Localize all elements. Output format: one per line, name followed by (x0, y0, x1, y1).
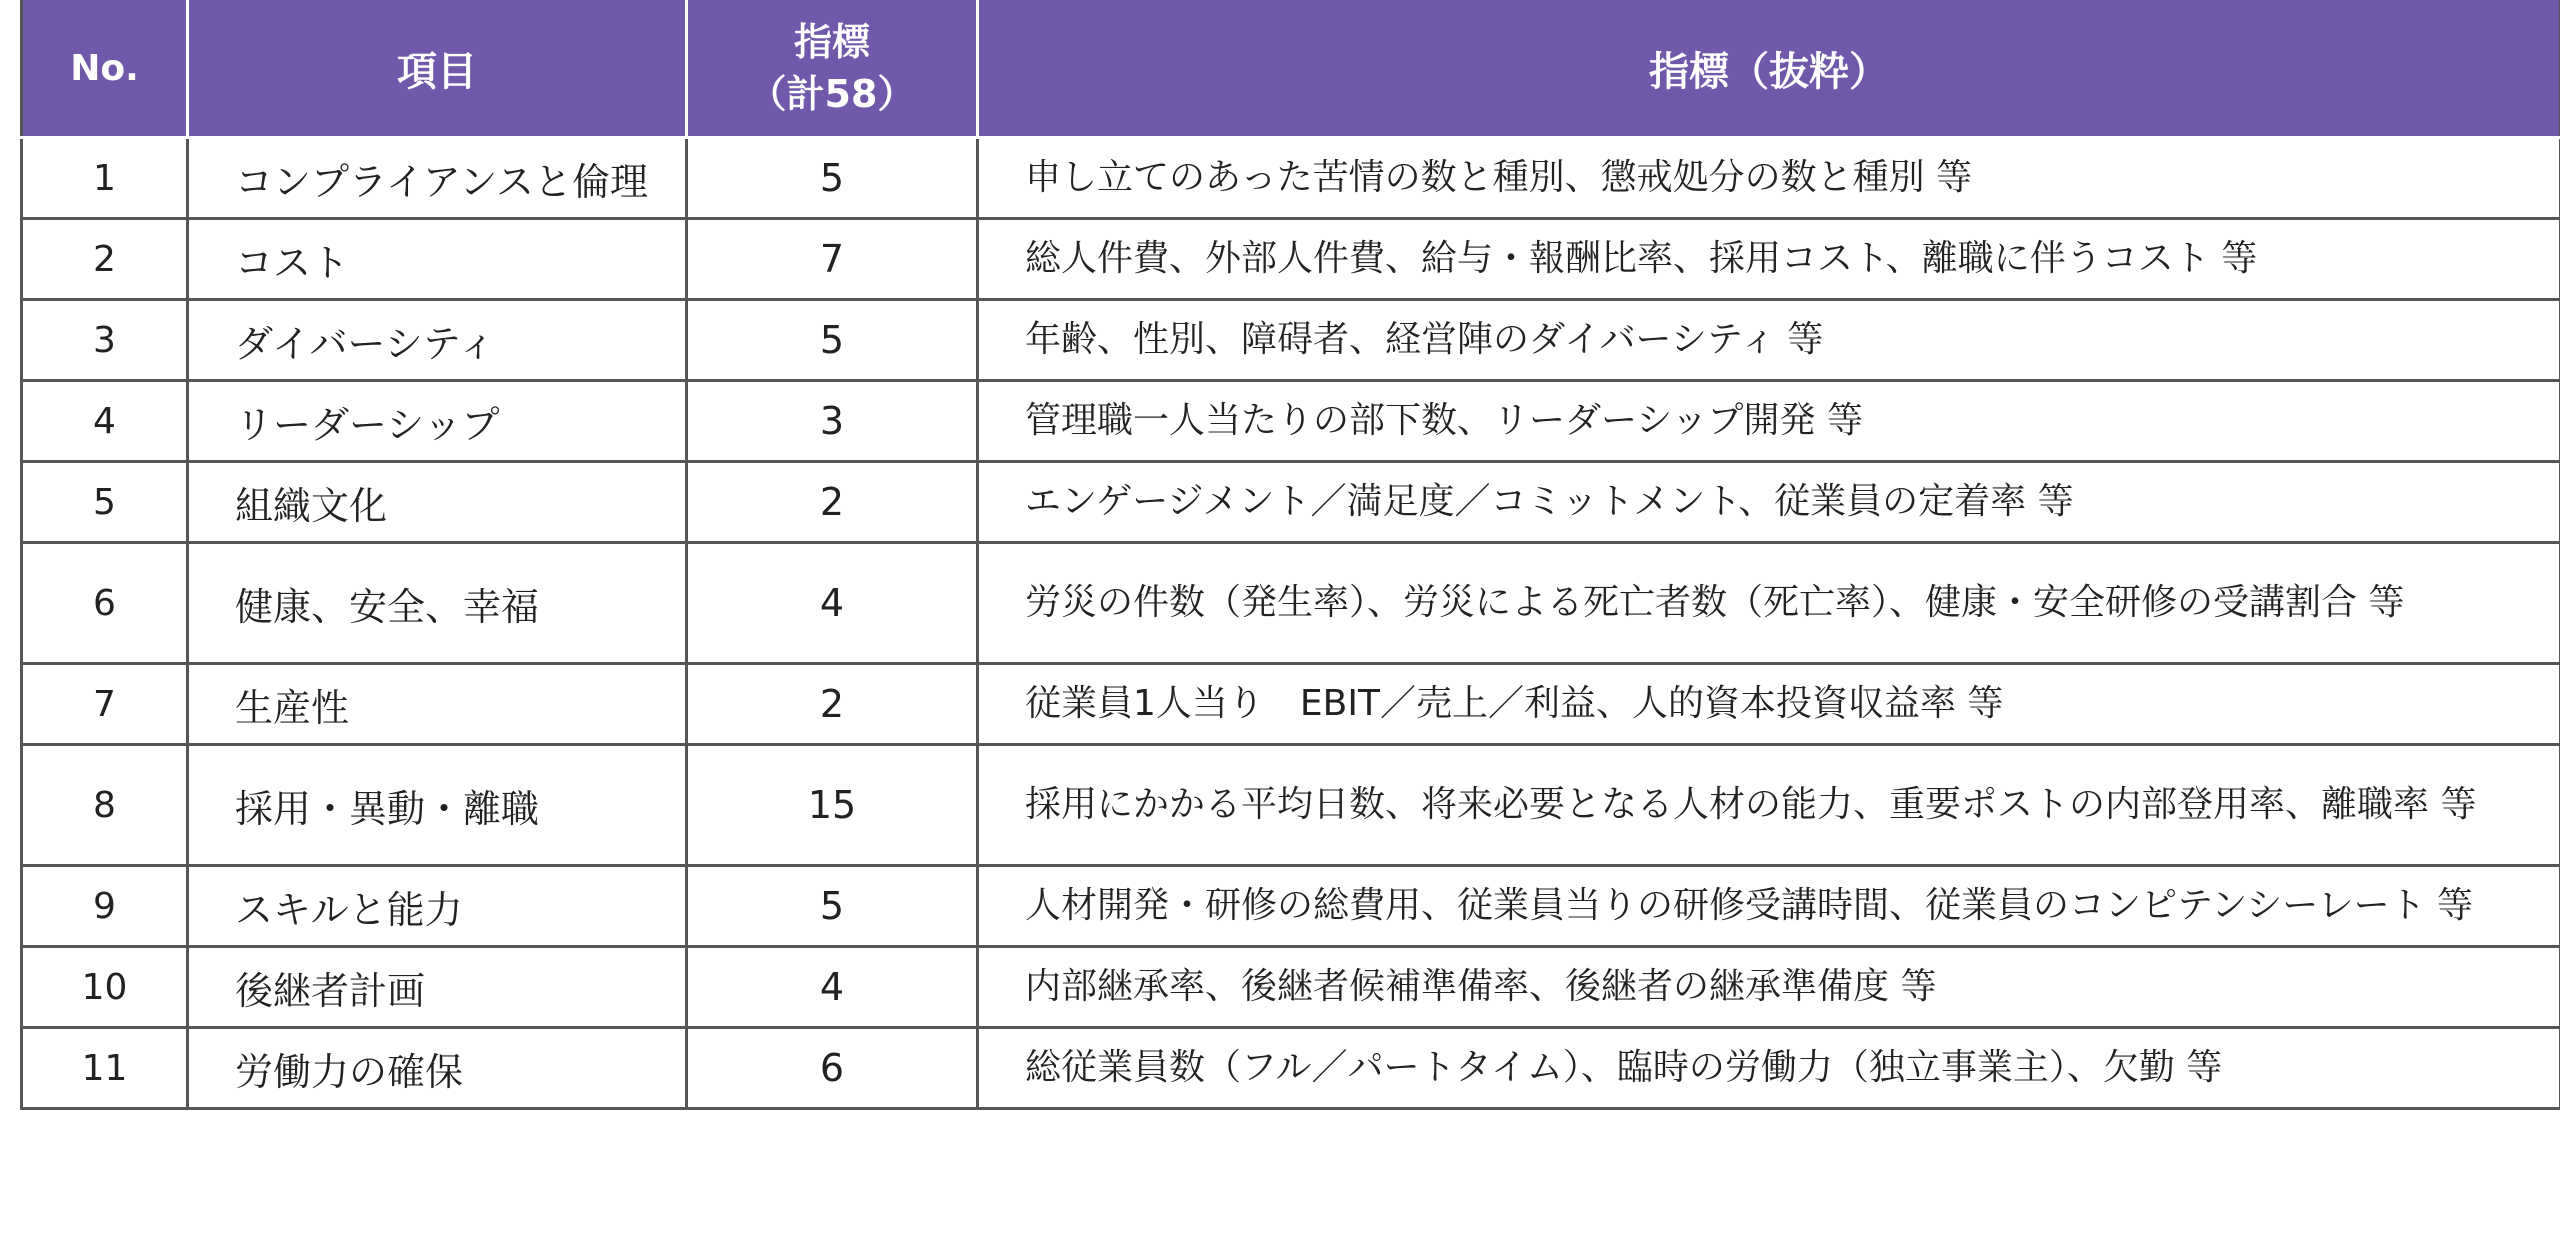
row-no: 6 (22, 543, 188, 664)
row-item: ダイバーシティ (188, 300, 687, 381)
row-count: 2 (687, 462, 978, 543)
row-item: 生産性 (188, 664, 687, 745)
row-item: コンプライアンスと倫理 (188, 138, 687, 219)
row-no: 1 (22, 138, 188, 219)
row-item: 後継者計画 (188, 947, 687, 1028)
row-item: 組織文化 (188, 462, 687, 543)
table-row (22, 866, 2560, 947)
row-item: 採用・異動・離職 (188, 745, 687, 866)
indicator-table (20, 0, 2560, 1110)
row-indicators: 人材開発・研修の総費用、従業員当りの研修受講時間、従業員のコンピテンシーレート 等 (978, 866, 2560, 947)
row-no: 4 (22, 381, 188, 462)
row-indicators: 従業員1人当り EBIT／売上／利益、人的資本投資収益率 等 (978, 664, 2560, 745)
table-header-row (22, 0, 2560, 138)
row-item: 健康、安全、幸福 (188, 543, 687, 664)
row-count: 4 (687, 947, 978, 1028)
row-count: 2 (687, 664, 978, 745)
table-row (22, 947, 2560, 1028)
row-count: 4 (687, 543, 978, 664)
row-no: 7 (22, 664, 188, 745)
row-count: 5 (687, 300, 978, 381)
table-row (22, 300, 2560, 381)
row-no: 2 (22, 219, 188, 300)
row-indicators: 総人件費、外部人件費、給与・報酬比率、採用コスト、離職に伴うコスト 等 (978, 219, 2560, 300)
row-indicators: 内部継承率、後継者候補準備率、後継者の継承準備度 等 (978, 947, 2560, 1028)
table-row (22, 381, 2560, 462)
table-row (22, 745, 2560, 866)
row-no: 8 (22, 745, 188, 866)
row-indicators: 申し立てのあった苦情の数と種別、懲戒処分の数と種別 等 (978, 138, 2560, 219)
row-no: 10 (22, 947, 188, 1028)
table-row (22, 219, 2560, 300)
row-count: 6 (687, 1028, 978, 1109)
row-count: 5 (687, 138, 978, 219)
header-count-line2: （計58） (748, 72, 916, 116)
row-indicators: エンゲージメント／満足度／コミットメント、従業員の定着率 等 (978, 462, 2560, 543)
row-item: 労働力の確保 (188, 1028, 687, 1109)
row-indicators: 労災の件数（発生率）、労災による死亡者数（死亡率）、健康・安全研修の受講割合 等 (978, 543, 2560, 664)
row-item: スキルと能力 (188, 866, 687, 947)
row-no: 3 (22, 300, 188, 381)
header-count (687, 0, 978, 138)
row-indicators: 年齢、性別、障碍者、経営陣のダイバーシティ 等 (978, 300, 2560, 381)
table-row (22, 1028, 2560, 1109)
row-indicators: 総従業員数（フル／パートタイム）、臨時の労働力（独立事業主）、欠勤 等 (978, 1028, 2560, 1109)
row-item: コスト (188, 219, 687, 300)
row-indicators: 管理職一人当たりの部下数、リーダーシップ開発 等 (978, 381, 2560, 462)
row-no: 5 (22, 462, 188, 543)
row-count: 7 (687, 219, 978, 300)
header-indicators: 指標（抜粋） (978, 0, 2560, 138)
row-no: 9 (22, 866, 188, 947)
table-row (22, 138, 2560, 219)
header-item: 項目 (188, 0, 687, 138)
row-item: リーダーシップ (188, 381, 687, 462)
row-count: 5 (687, 866, 978, 947)
table-row (22, 462, 2560, 543)
table-row (22, 664, 2560, 745)
header-no: No. (22, 0, 188, 138)
row-no: 11 (22, 1028, 188, 1109)
row-count: 15 (687, 745, 978, 866)
row-indicators: 採用にかかる平均日数、将来必要となる人材の能力、重要ポストの内部登用率、離職率 等 (978, 745, 2560, 866)
table-row (22, 543, 2560, 664)
row-count: 3 (687, 381, 978, 462)
header-count-line1: 指標 (793, 20, 870, 64)
